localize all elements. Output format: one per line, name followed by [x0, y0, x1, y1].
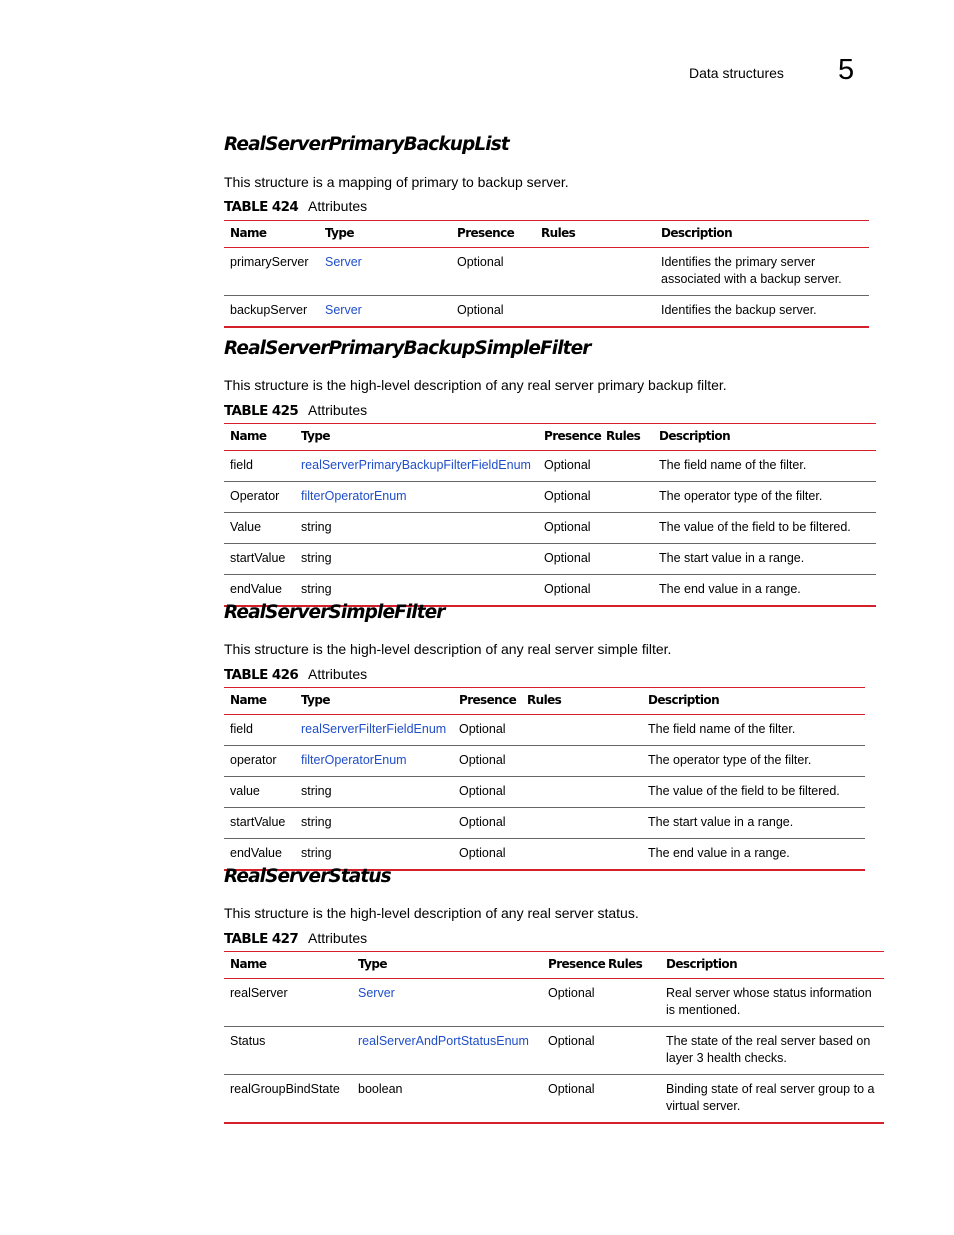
cell-description: Real server whose status information is mentioned.: [660, 979, 884, 1027]
table-label: TABLE 424: [224, 199, 299, 215]
table-caption: [224, 198, 367, 215]
cell-description: The operator type of the filter.: [653, 482, 876, 513]
cell-name: primaryServer: [224, 248, 319, 296]
cell-type: string: [301, 846, 332, 860]
cell-rules: [602, 979, 660, 1027]
cell-rules: [600, 451, 653, 482]
section-title: RealServerStatus: [224, 866, 391, 887]
cell-rules: [521, 746, 642, 777]
cell-description: The operator type of the filter.: [642, 746, 865, 777]
cell-rules: [535, 248, 655, 296]
column-header: Presence: [538, 424, 600, 451]
table-row: [224, 1075, 884, 1124]
column-header: Rules: [521, 688, 642, 715]
column-header: Type: [319, 221, 451, 248]
cell-description: Identifies the primary server associated with a backup server.: [655, 248, 869, 296]
cell-type: string: [295, 777, 453, 808]
type-link[interactable]: realServerFilterFieldEnum: [301, 722, 447, 736]
column-header: Rules: [535, 221, 655, 248]
cell-presence: Optional: [459, 846, 506, 860]
table-header-row: [224, 424, 876, 451]
table-caption-text: Attributes: [308, 930, 368, 946]
cell-rules: [521, 777, 642, 808]
chapter-number: 5: [838, 54, 855, 86]
cell-presence: Optional: [542, 1027, 602, 1075]
cell-rules: [521, 808, 642, 839]
column-header: Name: [224, 424, 295, 451]
column-header: Type: [352, 952, 542, 979]
table-row: [224, 715, 865, 746]
section-intro: This structure is the high-level description of any real server primary backup filter.: [224, 377, 727, 393]
cell-name: operator: [224, 746, 295, 777]
table-header-row: [224, 221, 869, 248]
column-header: Type: [295, 424, 538, 451]
cell-name: Status: [224, 1027, 352, 1075]
type-link[interactable]: filterOperatorEnum: [301, 753, 407, 767]
table-row: [224, 482, 876, 513]
cell-name: Operator: [224, 482, 295, 513]
cell-description: Binding state of real server group to a virtual server.: [666, 1082, 875, 1113]
section-title: RealServerPrimaryBackupList: [224, 134, 509, 155]
cell-description: The value of the field to be filtered.: [653, 513, 876, 544]
cell-name: field: [224, 715, 295, 746]
cell-rules: [602, 1075, 660, 1124]
section-title: RealServerSimpleFilter: [224, 602, 445, 623]
cell-presence: Optional: [538, 544, 600, 575]
column-header: Type: [295, 688, 453, 715]
table-caption-text: Attributes: [308, 666, 368, 682]
cell-presence: Optional: [538, 482, 600, 513]
cell-description: The start value in a range.: [642, 808, 865, 839]
section-title: RealServerPrimaryBackupSimpleFilter: [224, 338, 591, 359]
cell-description: The start value in a range.: [653, 544, 876, 575]
type-link[interactable]: realServerAndPortStatusEnum: [358, 1034, 529, 1048]
cell-name: endValue: [230, 846, 282, 860]
column-header: Description: [642, 688, 865, 715]
cell-presence: Optional: [457, 303, 504, 317]
table-row: [224, 1027, 884, 1075]
cell-presence: Optional: [538, 451, 600, 482]
cell-rules: [535, 296, 655, 328]
table-caption-text: Attributes: [308, 402, 368, 418]
type-link[interactable]: realServerPrimaryBackupFilterFieldEnum: [301, 458, 531, 472]
cell-presence: Optional: [453, 808, 521, 839]
table-row: [224, 777, 865, 808]
table-row: [224, 296, 869, 328]
cell-name: backupServer: [230, 303, 308, 317]
cell-presence: Optional: [453, 777, 521, 808]
table-label: TABLE 427: [224, 931, 299, 947]
cell-presence: Optional: [538, 513, 600, 544]
column-header: Description: [653, 424, 876, 451]
column-header: Name: [224, 688, 295, 715]
section-intro: This structure is a mapping of primary to backup server.: [224, 174, 569, 190]
running-header-section: Data structures: [689, 65, 784, 81]
cell-description: The value of the field to be filtered.: [642, 777, 865, 808]
cell-rules: [600, 482, 653, 513]
cell-name: realGroupBindState: [230, 1082, 340, 1096]
cell-rules: [602, 1027, 660, 1075]
cell-type: boolean: [358, 1082, 403, 1096]
column-header: Description: [655, 221, 869, 248]
cell-presence: Optional: [451, 248, 535, 296]
cell-presence: Optional: [542, 979, 602, 1027]
column-header: Name: [224, 221, 319, 248]
table-label: TABLE 426: [224, 667, 299, 683]
cell-description: The field name of the filter.: [642, 715, 865, 746]
attributes-table: [224, 423, 876, 607]
type-link[interactable]: Server: [358, 986, 395, 1000]
cell-rules: [600, 544, 653, 575]
table-row: [224, 513, 876, 544]
type-link[interactable]: filterOperatorEnum: [301, 489, 407, 503]
table-header-row: [224, 688, 865, 715]
attributes-table: [224, 951, 884, 1124]
cell-description: The state of the real server based on layer 3 health checks.: [660, 1027, 884, 1075]
column-header: Rules: [602, 952, 660, 979]
column-header: Presence: [542, 952, 602, 979]
cell-name: field: [224, 451, 295, 482]
cell-type: string: [295, 513, 538, 544]
section-intro: This structure is the high-level description of any real server simple filter.: [224, 641, 672, 657]
table-row: [224, 746, 865, 777]
cell-type: string: [295, 808, 453, 839]
cell-rules: [521, 839, 642, 871]
table-row: [224, 808, 865, 839]
table-row: [224, 451, 876, 482]
cell-rules: [521, 715, 642, 746]
cell-type: string: [301, 582, 332, 596]
cell-name: startValue: [224, 808, 295, 839]
cell-name: Value: [224, 513, 295, 544]
column-header: Name: [224, 952, 352, 979]
cell-description: The field name of the filter.: [653, 451, 876, 482]
type-link[interactable]: Server: [325, 255, 362, 269]
section-intro: This structure is the high-level description of any real server status.: [224, 905, 639, 921]
column-header: Presence: [451, 221, 535, 248]
type-link[interactable]: Server: [325, 303, 362, 317]
table-row: [224, 248, 869, 296]
cell-rules: [600, 575, 653, 607]
attributes-table: [224, 687, 865, 871]
cell-description: Identifies the backup server.: [661, 303, 817, 317]
cell-presence: Optional: [453, 746, 521, 777]
table-caption: [224, 930, 367, 947]
table-caption: [224, 666, 367, 683]
column-header: Description: [660, 952, 884, 979]
column-header: Rules: [600, 424, 653, 451]
table-caption: [224, 402, 367, 419]
cell-description: The end value in a range.: [648, 846, 790, 860]
cell-name: endValue: [230, 582, 282, 596]
attributes-table: [224, 220, 869, 328]
cell-name: realServer: [224, 979, 352, 1027]
table-label: TABLE 425: [224, 403, 299, 419]
cell-rules: [600, 513, 653, 544]
table-header-row: [224, 952, 884, 979]
cell-name: value: [224, 777, 295, 808]
table-row: [224, 979, 884, 1027]
cell-presence: Optional: [453, 715, 521, 746]
table-row: [224, 544, 876, 575]
cell-presence: Optional: [548, 1082, 595, 1096]
table-caption-text: Attributes: [308, 198, 368, 214]
cell-type: string: [295, 544, 538, 575]
cell-presence: Optional: [544, 582, 591, 596]
column-header: Presence: [453, 688, 521, 715]
cell-description: The end value in a range.: [659, 582, 801, 596]
cell-name: startValue: [224, 544, 295, 575]
